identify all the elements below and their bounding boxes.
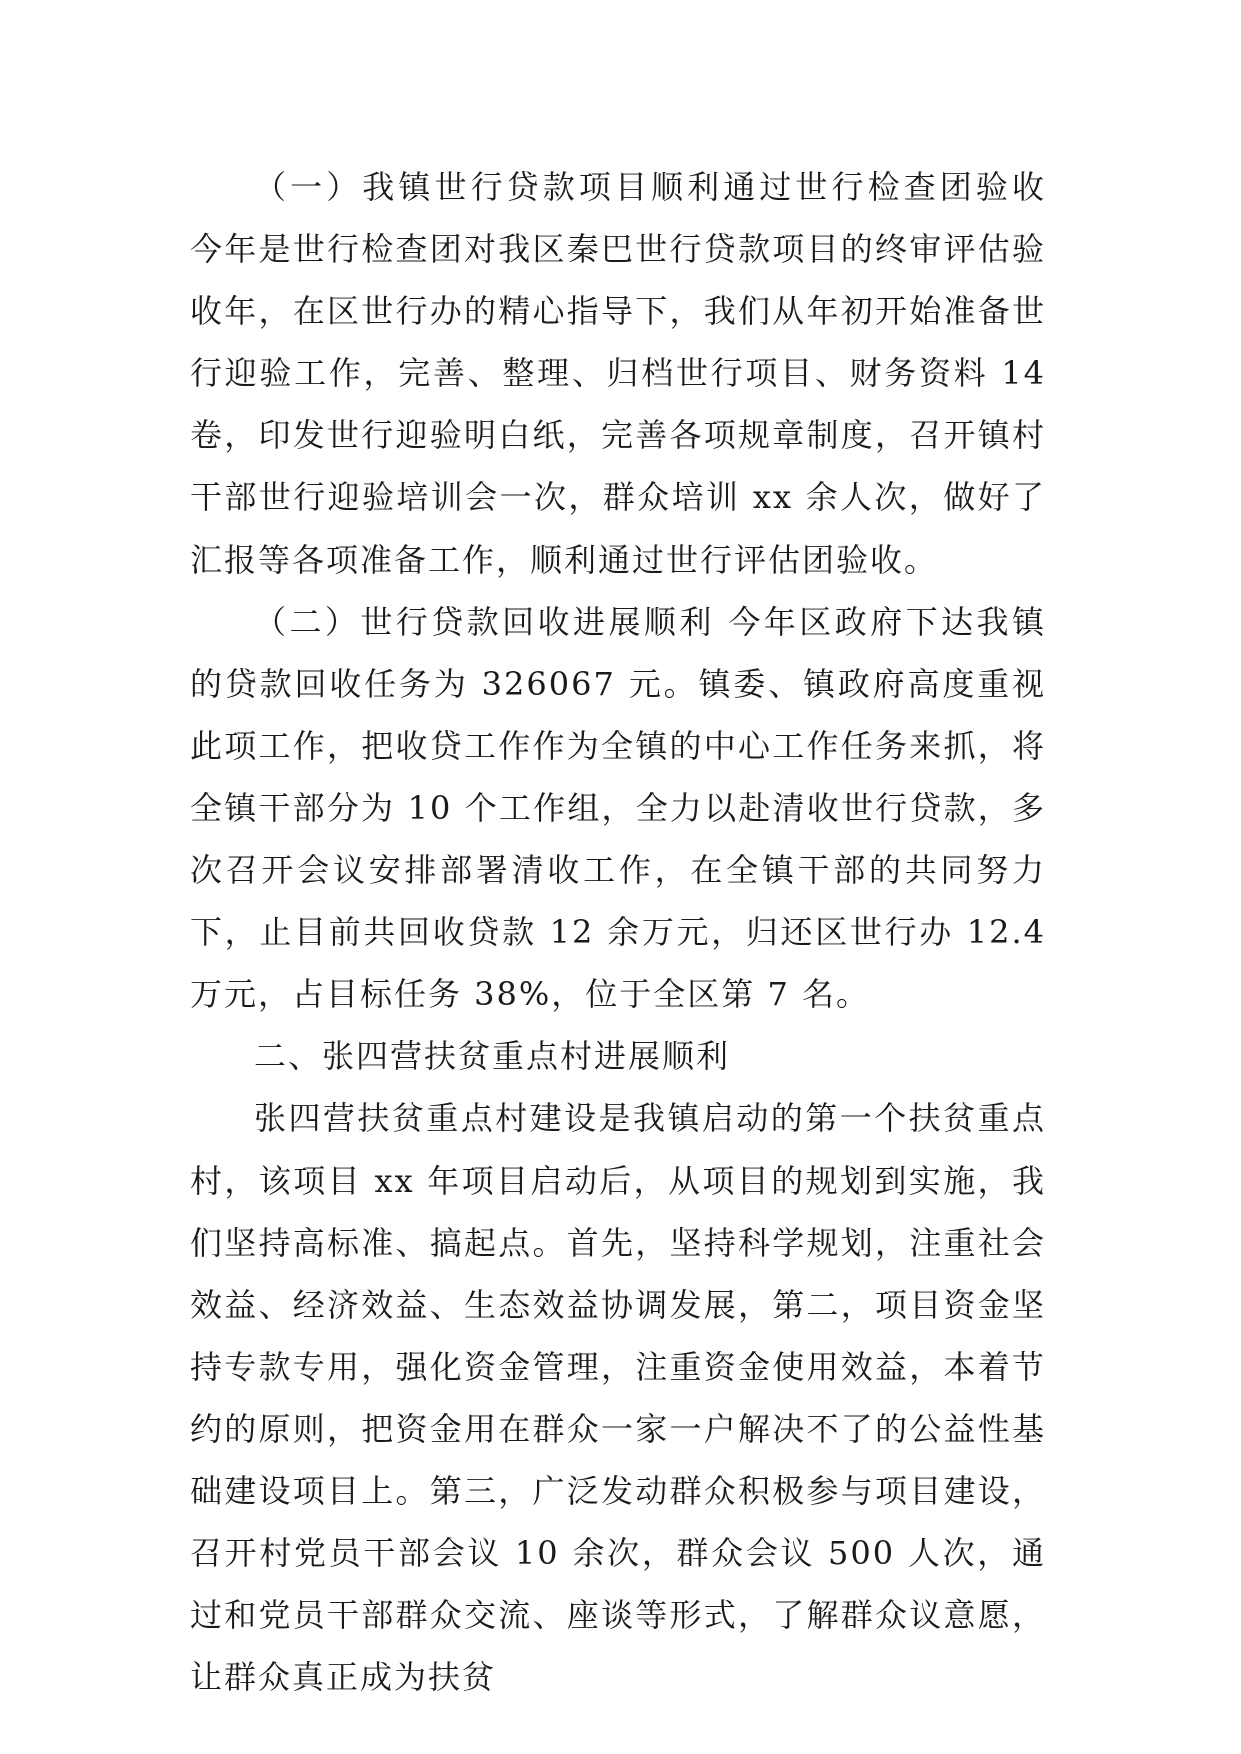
paragraph-zhangsiying-project: 张四营扶贫重点村建设是我镇启动的第一个扶贫重点村，该项目 xx 年项目启动后，从项目的规划到实施，我们坚持高标准、搞起点。首先，坚持科学规划，注重社会效益、经济效益、生态效益协调发展，第二，项目资金坚持专款专用，强化资金管理，注重资金使用效益，本着节约的原则，把资金用在群众一家一户解决不了的公益性基础建设项目上。第三，广泛发动群众积极参与项目建设，召开村党员干部会议 10 余次，群众会议 500 人次，通过和党员干部群众交流、座谈等形式，了解群众议意愿，让群众真正成为扶贫: [190, 1099, 1046, 1697]
section-heading-zhangsiying: 二、张四营扶贫重点村进展顺利: [254, 1037, 731, 1076]
paragraph-world-bank-acceptance: （一）我镇世行贷款项目顺利通过世行检查团验收 今年是世行检查团对我区秦巴世行贷款项目的终审评估验收年，在区世行办的精心指导下，我们从年初开始准备世行迎验工作，完善、整理、归档世行项目、财务资料 14 卷，印发世行迎验明白纸，完善各项规章制度，召开镇村干部世行迎验培训会一次，群众培训 xx 余人次，做好了汇报等各项准备工作，顺利通过世行评估团验收。: [190, 168, 1046, 579]
document-body: [190, 156, 1046, 1708]
paragraph-loan-recovery: （二）世行贷款回收进展顺利 今年区政府下达我镇的贷款回收任务为 326067 元。镇委、镇政府高度重视此项工作，把收贷工作作为全镇的中心工作任务来抓，将全镇干部分为 10 个工作组，全力以赴清收世行贷款，多次召开会议安排部署清收工作，在全镇干部的共同努力下，止目前共回收贷款 12 余万元，归还区世行办 12.4 万元，占目标任务 38%，位于全区第 7 名。: [190, 602, 1046, 1014]
